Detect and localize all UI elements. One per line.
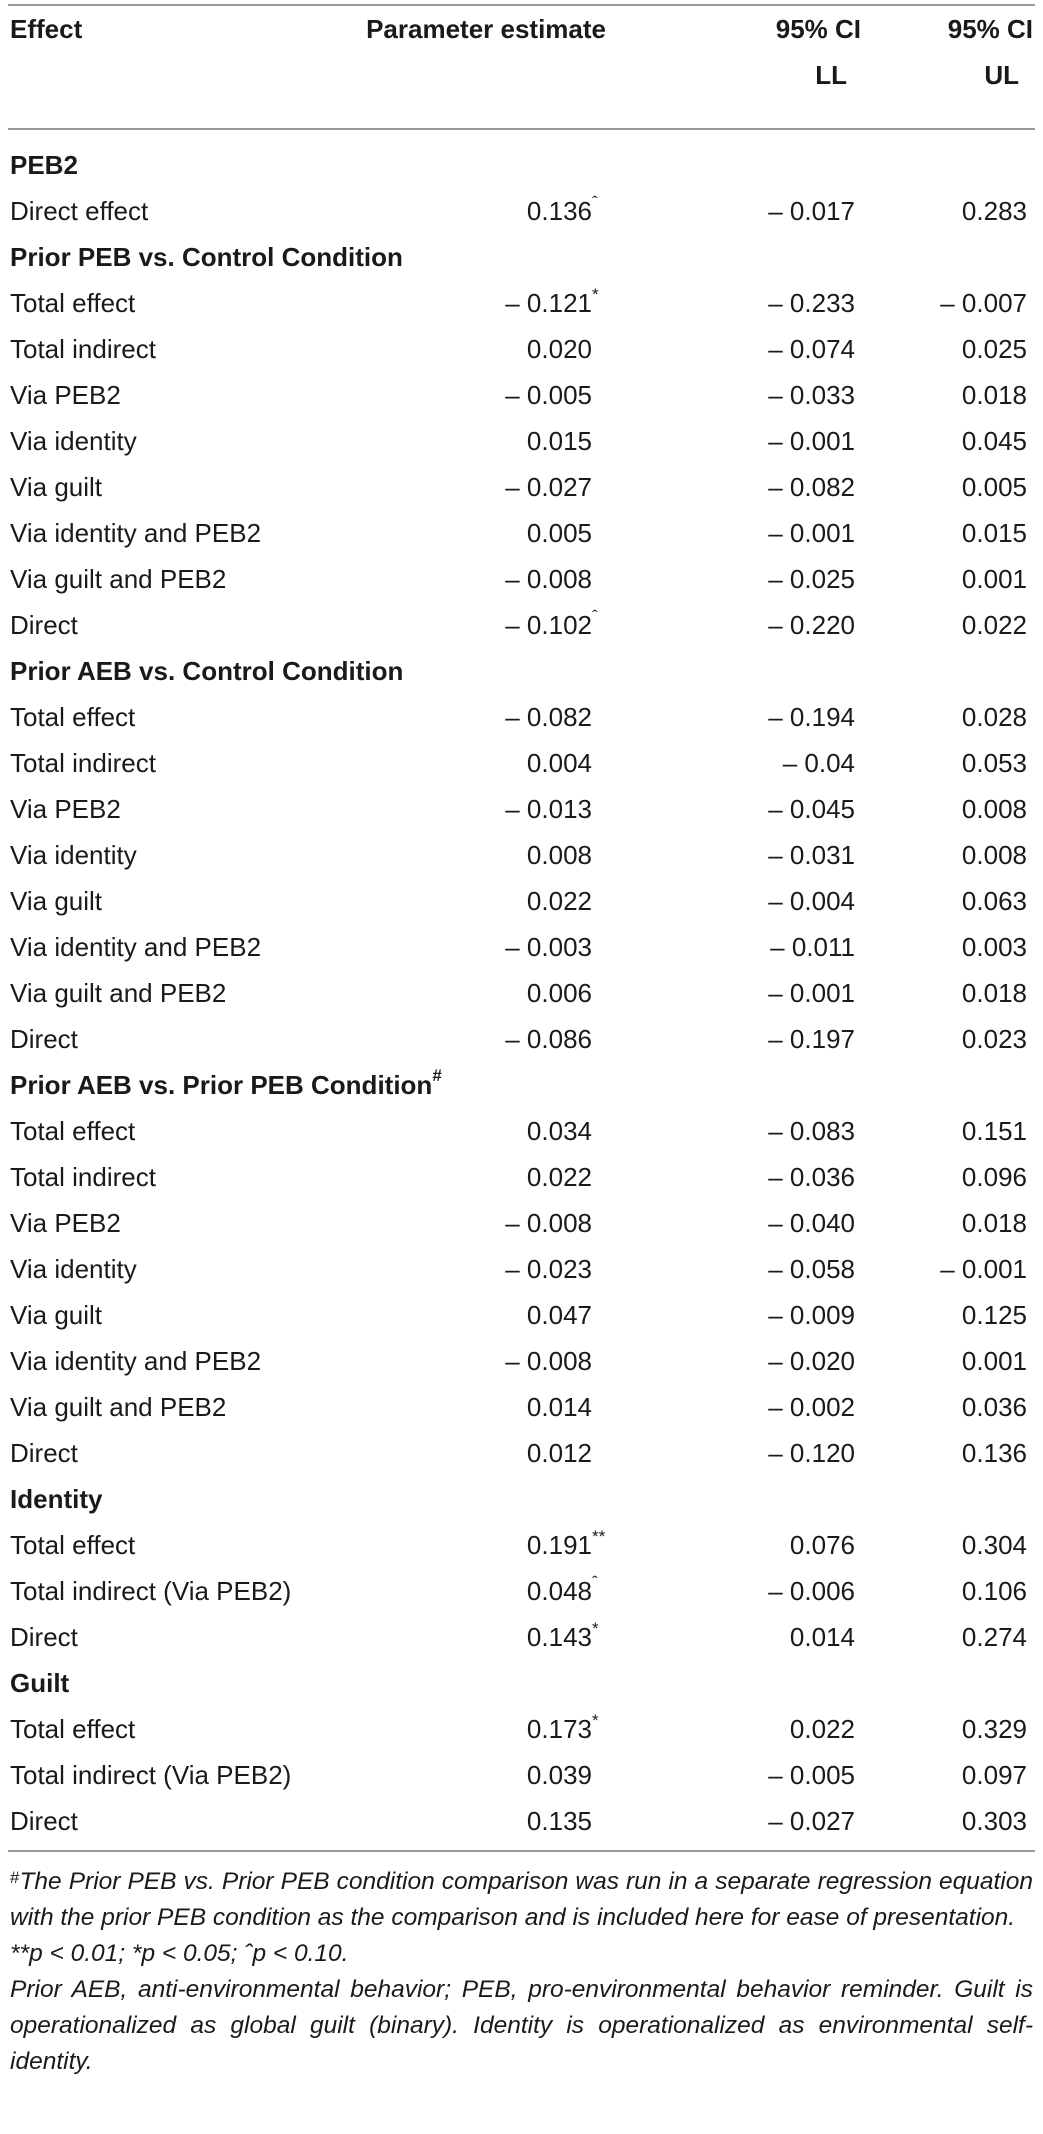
row-effect-label: Via guilt (10, 1300, 103, 1330)
row-ci-upper: 0.005 (961, 472, 1027, 502)
note-comparison-text: The Prior PEB vs. Prior PEB condition comparison was run in a separate regression equation with the prior PEB condition as the comparison and is included here for ease of presentation. (10, 1868, 1033, 1931)
row-ci-upper: 0.125 (961, 1300, 1027, 1330)
table-row (8, 1338, 1035, 1384)
header-effect: Effect (10, 14, 83, 44)
section-title-text: Prior AEB vs. Control Condition (10, 656, 404, 686)
row-parameter-estimate (358, 970, 628, 1016)
row-ci-upper: 0.096 (961, 1162, 1027, 1192)
row-ci-lower: – 0.020 (768, 1346, 855, 1376)
table-row (8, 924, 1035, 970)
row-ci-upper: 0.036 (961, 1392, 1027, 1422)
row-effect-label: Direct effect (10, 196, 149, 226)
row-ci-lower: – 0.194 (768, 702, 855, 732)
row-parameter-estimate (358, 1200, 628, 1246)
row-effect-label: Via PEB2 (10, 794, 121, 824)
section-footnote-marker: # (432, 1066, 442, 1085)
estimate-value: – 0.008 (505, 1208, 592, 1238)
row-effect-label: Total indirect (Via PEB2) (10, 1760, 292, 1790)
note-significance: **p < 0.01; *p < 0.05; ˆp < 0.10. (10, 1940, 349, 1967)
row-parameter-estimate (358, 464, 628, 510)
table-page (0, 4, 1043, 2134)
row-parameter-estimate: – 0.121* (505, 285, 599, 318)
table-row (8, 1614, 1035, 1660)
estimate-value: 0.034 (526, 1116, 592, 1146)
row-parameter-estimate (358, 740, 628, 786)
row-effect-label: Total indirect (10, 334, 156, 364)
table-row (8, 786, 1035, 832)
estimate-value: 0.022 (526, 1162, 592, 1192)
row-effect-label: Via guilt and PEB2 (10, 978, 227, 1008)
row-parameter-estimate (358, 1292, 628, 1338)
section-header-row (8, 1062, 1035, 1108)
row-ci-lower: – 0.045 (768, 794, 855, 824)
header-ci-ll-line2: LL (815, 60, 847, 90)
row-ci-lower: – 0.001 (768, 978, 855, 1008)
row-effect-label: Via identity (10, 426, 137, 456)
table-row (8, 1246, 1035, 1292)
row-parameter-estimate (358, 786, 628, 832)
estimate-value: 0.006 (526, 978, 592, 1008)
estimate-value: – 0.082 (505, 702, 592, 732)
row-parameter-estimate (358, 556, 628, 602)
row-ci-lower: 0.014 (789, 1622, 855, 1652)
row-ci-lower: – 0.197 (768, 1024, 855, 1054)
table-notes (8, 1852, 1035, 2080)
row-effect-label: Via identity and PEB2 (10, 1346, 262, 1376)
row-effect-label: Via identity (10, 1254, 137, 1284)
row-effect-label: Via identity (10, 840, 137, 870)
row-parameter-estimate (358, 1108, 628, 1154)
estimate-value: 0.135 (526, 1806, 592, 1836)
row-ci-lower: 0.076 (789, 1530, 855, 1560)
row-parameter-estimate (358, 924, 628, 970)
header-parameter-estimate: Parameter estimate (366, 14, 606, 44)
row-effect-label: Via guilt (10, 472, 103, 502)
table-row (8, 1522, 1035, 1568)
table-row (8, 372, 1035, 418)
estimate-value: 0.008 (526, 840, 592, 870)
row-ci-lower: – 0.025 (768, 564, 855, 594)
estimate-value: 0.191 (526, 1530, 592, 1560)
estimate-value: – 0.102 (505, 610, 592, 640)
row-parameter-estimate (358, 1338, 628, 1384)
row-effect-label: Via PEB2 (10, 1208, 121, 1238)
estimate-value: – 0.027 (505, 472, 592, 502)
estimate-value: – 0.008 (505, 1346, 592, 1376)
header-ci-ul-line2: UL (984, 60, 1019, 90)
row-ci-upper: – 0.001 (940, 1254, 1027, 1284)
row-ci-lower: – 0.004 (768, 886, 855, 916)
row-ci-lower: – 0.001 (768, 518, 855, 548)
mediation-table (8, 6, 1035, 1844)
row-effect-label: Direct (10, 1806, 78, 1836)
table-row (8, 464, 1035, 510)
estimate-value: 0.173 (526, 1714, 592, 1744)
table-row (8, 1706, 1035, 1752)
section-header-row (8, 1660, 1035, 1706)
row-effect-label: Total indirect (10, 748, 156, 778)
row-ci-lower: – 0.058 (768, 1254, 855, 1284)
row-ci-upper: 0.018 (961, 978, 1027, 1008)
estimate-value: 0.015 (526, 426, 592, 456)
row-parameter-estimate: 0.136ˆ (526, 193, 598, 226)
row-effect-label: Via identity and PEB2 (10, 932, 262, 962)
row-ci-upper: 0.018 (961, 1208, 1027, 1238)
row-effect-label: Total effect (10, 1116, 136, 1146)
table-row (8, 970, 1035, 1016)
row-ci-lower: – 0.074 (768, 334, 855, 364)
row-effect-label: Total effect (10, 1714, 136, 1744)
table-row (8, 1798, 1035, 1844)
header-ci-ul-line1: 95% CI (947, 14, 1033, 44)
row-ci-lower: – 0.220 (768, 610, 855, 640)
row-effect-label: Total effect (10, 288, 136, 318)
row-ci-upper: 0.023 (961, 1024, 1027, 1054)
row-ci-lower: – 0.120 (768, 1438, 855, 1468)
row-ci-upper: 0.001 (961, 1346, 1027, 1376)
section-title-text: Identity (10, 1484, 103, 1514)
table-body (8, 142, 1035, 1844)
table-row (8, 326, 1035, 372)
row-ci-upper: 0.015 (961, 518, 1027, 548)
table-row (8, 1154, 1035, 1200)
estimate-value: – 0.121 (505, 288, 592, 318)
estimate-value: 0.012 (526, 1438, 592, 1468)
section-title-text: Prior PEB vs. Control Condition (10, 242, 403, 272)
table-row (8, 1752, 1035, 1798)
row-ci-upper: 0.063 (961, 886, 1027, 916)
row-ci-upper: 0.001 (961, 564, 1027, 594)
section-header-row (8, 1476, 1035, 1522)
section-header-row (8, 234, 1035, 280)
row-ci-upper: 0.022 (961, 610, 1027, 640)
table-row (8, 740, 1035, 786)
estimate-value: 0.143 (526, 1622, 592, 1652)
row-ci-upper: 0.053 (961, 748, 1027, 778)
estimate-value: – 0.086 (505, 1024, 592, 1054)
row-parameter-estimate (358, 832, 628, 878)
row-parameter-estimate (358, 1384, 628, 1430)
row-ci-lower: – 0.027 (768, 1806, 855, 1836)
row-effect-label: Total effect (10, 702, 136, 732)
header-ci-ll-line1: 95% CI (775, 14, 861, 44)
table-row (8, 832, 1035, 878)
estimate-value: 0.136 (526, 196, 592, 226)
table-row (8, 1108, 1035, 1154)
row-effect-label: Direct (10, 1438, 78, 1468)
row-parameter-estimate: – 0.102ˆ (505, 607, 598, 640)
row-ci-lower: – 0.009 (768, 1300, 855, 1330)
row-ci-lower: – 0.001 (768, 426, 855, 456)
section-title (8, 1476, 1035, 1522)
row-ci-upper: 0.106 (961, 1576, 1027, 1606)
note-abbreviations: Prior AEB, anti-environmental behavior; PEB, pro-environmental behavior reminder. Guilt is operationalized as global guilt (binary). Identity is operationalized as environmental self-identity. (10, 1976, 1033, 2075)
row-ci-upper: 0.303 (961, 1806, 1027, 1836)
row-parameter-estimate (358, 1016, 628, 1062)
table-row (8, 1292, 1035, 1338)
estimate-value: – 0.003 (505, 932, 592, 962)
estimate-value: – 0.013 (505, 794, 592, 824)
row-parameter-estimate: 0.173* (526, 1711, 599, 1744)
row-effect-label: Direct (10, 610, 78, 640)
row-ci-lower: – 0.04 (782, 748, 855, 778)
header-ci-ul (863, 6, 1035, 128)
table-row (8, 1016, 1035, 1062)
row-ci-upper: 0.151 (961, 1116, 1027, 1146)
row-parameter-estimate (358, 510, 628, 556)
row-ci-lower: – 0.033 (768, 380, 855, 410)
row-parameter-estimate: 0.143* (526, 1619, 599, 1652)
row-parameter-estimate (358, 372, 628, 418)
row-ci-upper: 0.097 (961, 1760, 1027, 1790)
row-ci-upper: 0.008 (961, 794, 1027, 824)
row-effect-label: Direct (10, 1024, 78, 1054)
section-title-text: PEB2 (10, 150, 78, 180)
estimate-value: 0.022 (526, 886, 592, 916)
section-title-text: Prior AEB vs. Prior PEB Condition (10, 1070, 433, 1100)
estimate-value: – 0.008 (505, 564, 592, 594)
row-effect-label: Via identity and PEB2 (10, 518, 262, 548)
row-ci-upper: 0.136 (961, 1438, 1027, 1468)
row-ci-lower: – 0.017 (768, 196, 855, 226)
section-header-row (8, 142, 1035, 188)
table-row (8, 418, 1035, 464)
row-ci-upper: 0.283 (961, 196, 1027, 226)
row-effect-label: Via guilt and PEB2 (10, 564, 227, 594)
table-header (8, 6, 1035, 142)
row-parameter-estimate (358, 1430, 628, 1476)
row-parameter-estimate (358, 326, 628, 372)
row-ci-lower: – 0.040 (768, 1208, 855, 1238)
estimate-value: 0.004 (526, 748, 592, 778)
estimate-value: 0.039 (526, 1760, 592, 1790)
row-ci-lower: – 0.233 (768, 288, 855, 318)
table-row (8, 1384, 1035, 1430)
table-row (8, 510, 1035, 556)
row-effect-label: Via guilt (10, 886, 103, 916)
row-parameter-estimate (358, 418, 628, 464)
estimate-value: 0.047 (526, 1300, 592, 1330)
section-title-text: Guilt (10, 1668, 70, 1698)
row-ci-upper: – 0.007 (940, 288, 1027, 318)
estimate-value: 0.005 (526, 518, 592, 548)
header-ci-ll (628, 6, 863, 128)
row-effect-label: Via guilt and PEB2 (10, 1392, 227, 1422)
row-effect-label: Via PEB2 (10, 380, 121, 410)
row-ci-upper: 0.025 (961, 334, 1027, 364)
table-row (8, 878, 1035, 924)
section-header-row (8, 648, 1035, 694)
note-marker: # (10, 1868, 20, 1887)
note-comparison (10, 1864, 1033, 1936)
section-title (8, 234, 1035, 280)
row-ci-lower: – 0.083 (768, 1116, 855, 1146)
row-effect-label: Total indirect (Via PEB2) (10, 1576, 292, 1606)
table-row (8, 602, 1035, 648)
row-ci-lower: 0.022 (789, 1714, 855, 1744)
row-parameter-estimate (358, 1246, 628, 1292)
row-ci-upper: 0.008 (961, 840, 1027, 870)
row-ci-upper: 0.045 (961, 426, 1027, 456)
row-parameter-estimate (358, 1752, 628, 1798)
section-title (8, 1660, 1035, 1706)
estimate-value: 0.020 (526, 334, 592, 364)
row-effect-label: Direct (10, 1622, 78, 1652)
row-ci-upper: 0.274 (961, 1622, 1027, 1652)
row-parameter-estimate: 0.048ˆ (526, 1573, 598, 1606)
table-row (8, 280, 1035, 326)
row-parameter-estimate (358, 1798, 628, 1844)
row-ci-lower: – 0.082 (768, 472, 855, 502)
row-ci-upper: 0.028 (961, 702, 1027, 732)
row-ci-upper: 0.003 (961, 932, 1027, 962)
estimate-value: 0.048 (526, 1576, 592, 1606)
table-row (8, 694, 1035, 740)
row-ci-lower: – 0.031 (768, 840, 855, 870)
row-ci-lower: – 0.002 (768, 1392, 855, 1422)
row-parameter-estimate: 0.191** (526, 1527, 606, 1560)
estimate-value: – 0.005 (505, 380, 592, 410)
row-ci-lower: – 0.011 (770, 932, 855, 962)
row-parameter-estimate (358, 1154, 628, 1200)
row-ci-lower: – 0.036 (768, 1162, 855, 1192)
table-row (8, 1568, 1035, 1614)
section-title (8, 648, 1035, 694)
row-ci-lower: – 0.005 (768, 1760, 855, 1790)
table-row (8, 188, 1035, 234)
section-title (8, 142, 1035, 188)
estimate-value: – 0.023 (505, 1254, 592, 1284)
row-ci-upper: 0.304 (961, 1530, 1027, 1560)
estimate-value: 0.014 (526, 1392, 592, 1422)
row-effect-label: Total effect (10, 1530, 136, 1560)
table-row (8, 556, 1035, 602)
row-effect-label: Total indirect (10, 1162, 156, 1192)
row-ci-upper: 0.018 (961, 380, 1027, 410)
row-ci-upper: 0.329 (961, 1714, 1027, 1744)
table-row (8, 1430, 1035, 1476)
row-parameter-estimate (358, 878, 628, 924)
table-row (8, 1200, 1035, 1246)
row-parameter-estimate (358, 694, 628, 740)
section-title (8, 1062, 1035, 1108)
row-ci-lower: – 0.006 (768, 1576, 855, 1606)
